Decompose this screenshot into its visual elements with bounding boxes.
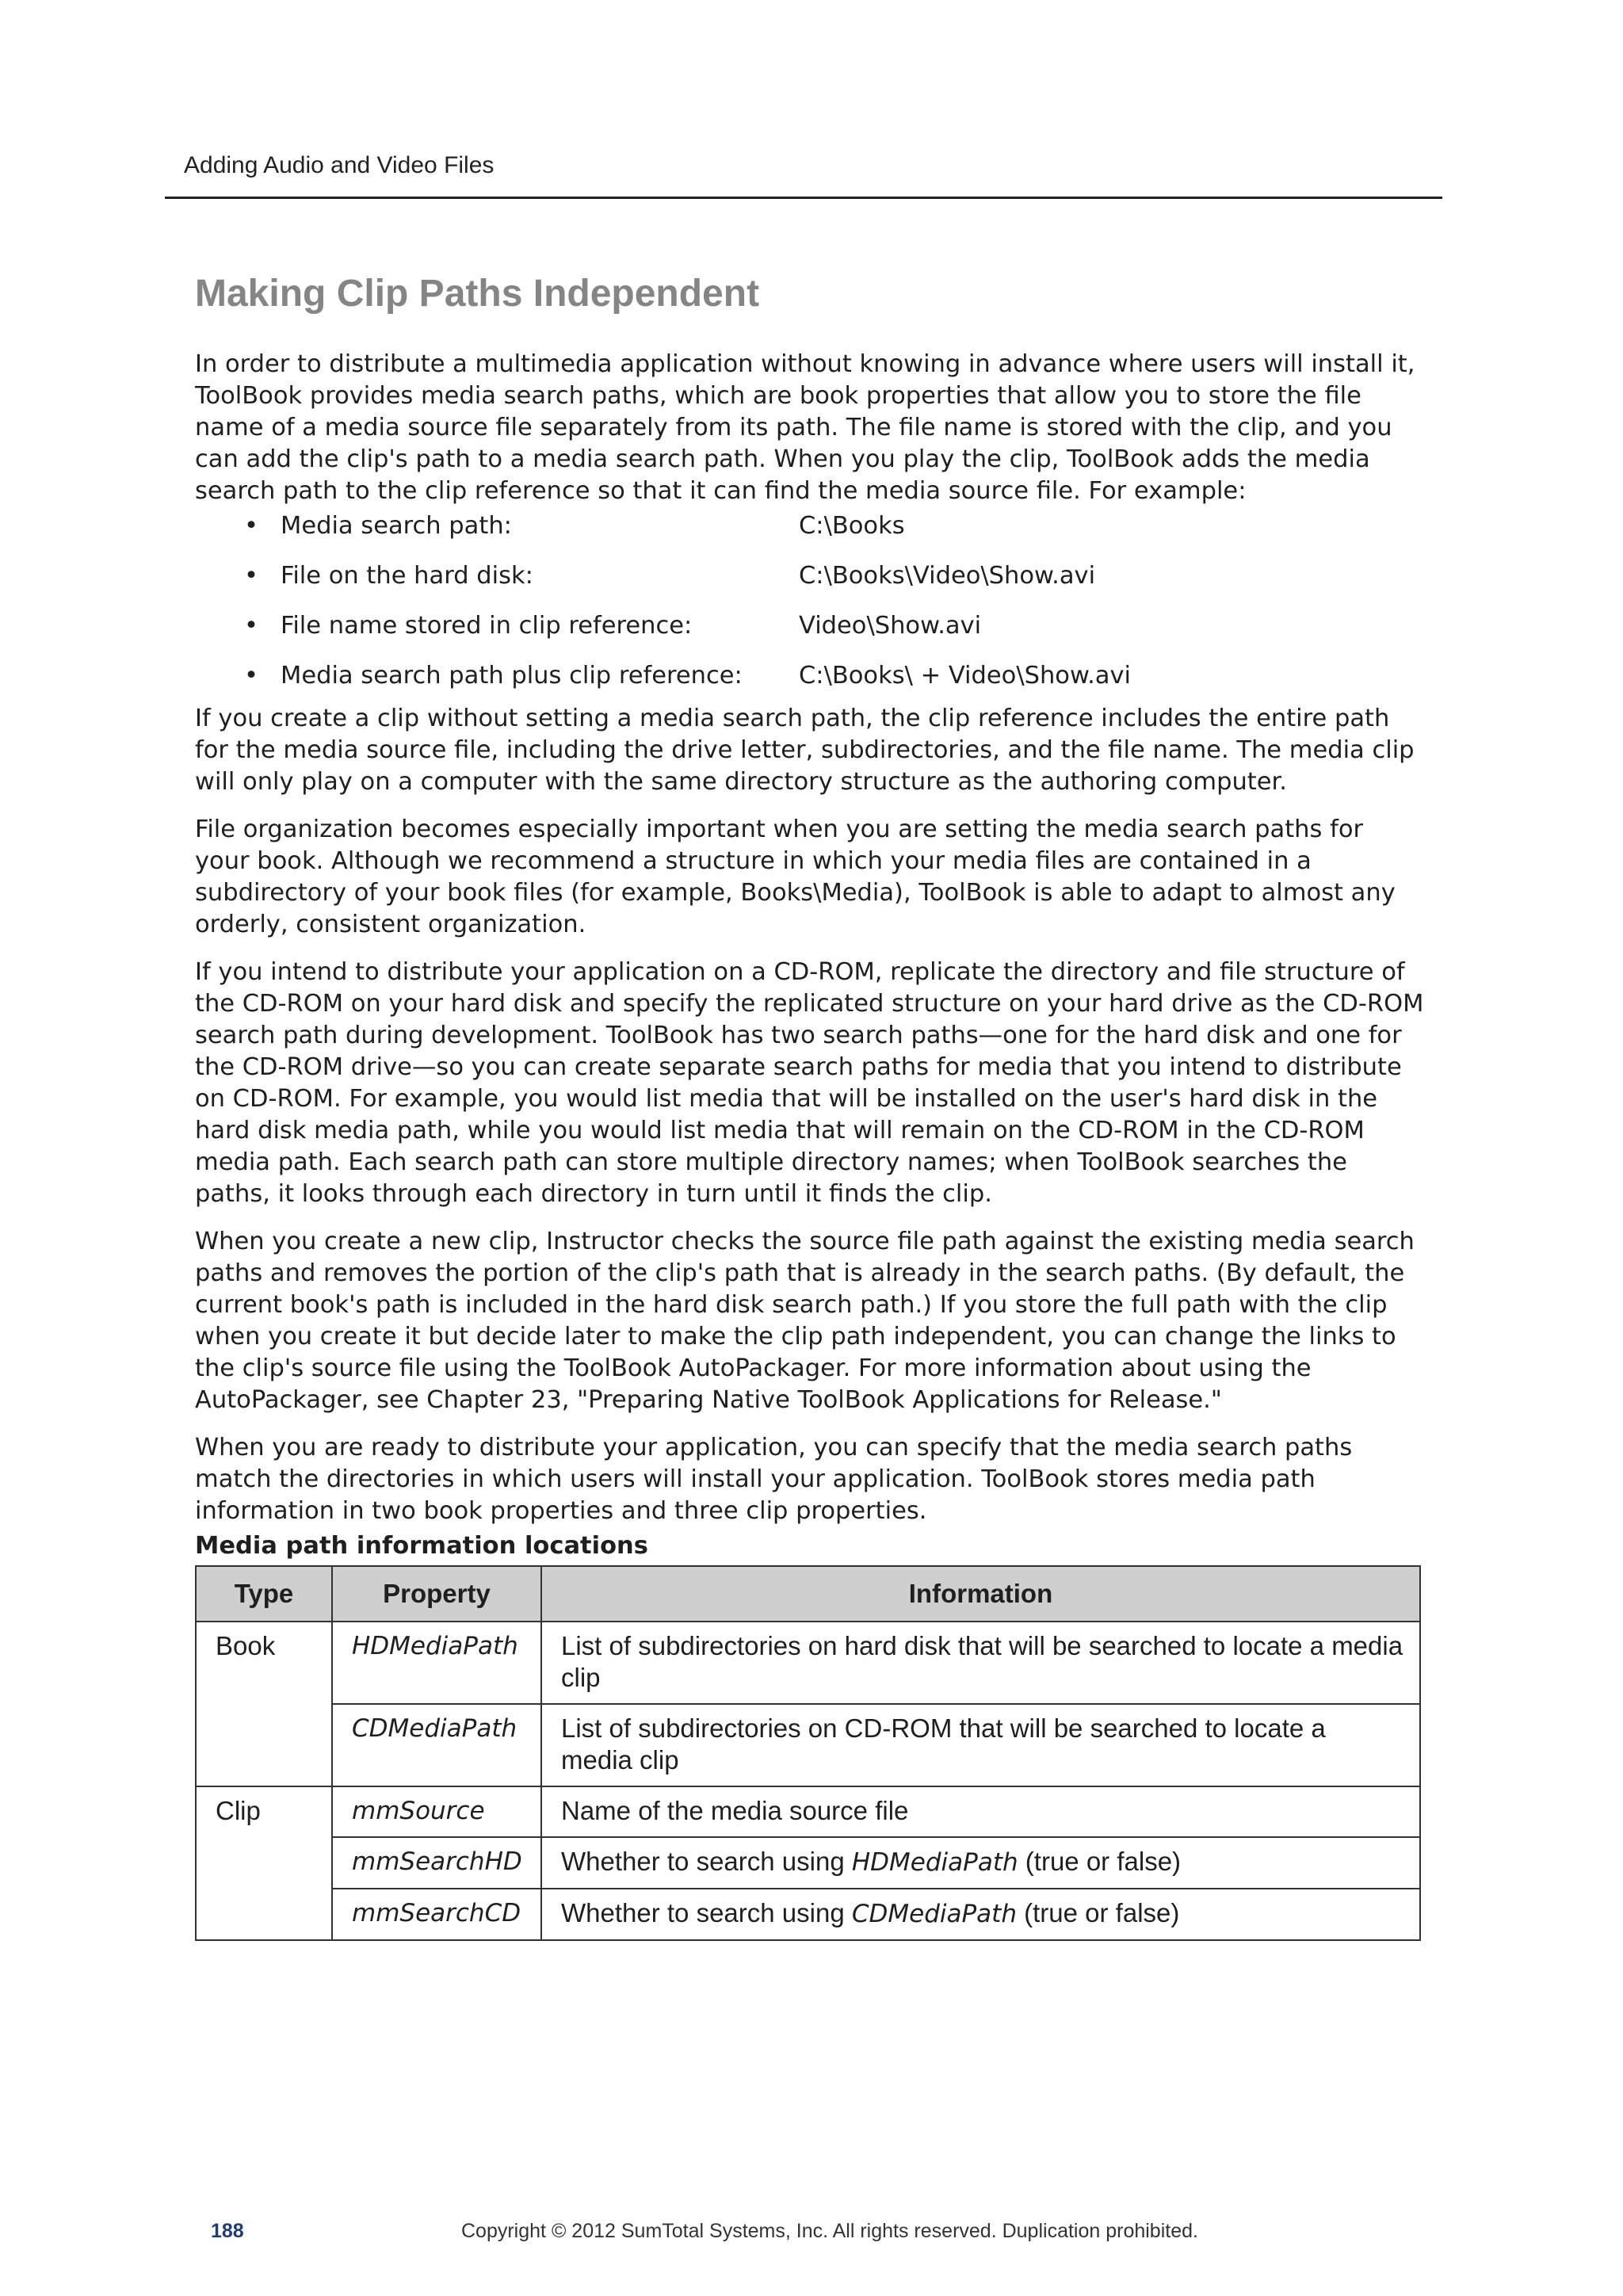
page-number: 188 <box>211 2220 244 2242</box>
table-row <box>196 1889 1420 1940</box>
property-cell: HDMediaPath <box>332 1622 541 1704</box>
body-paragraph: File organization becomes especially important when you are setting the media search paths for your book. Although we recommend a structure in which your media files are contained in a subdirectory of your book files (for example, Books\Media), ToolBook is able to adapt to almost any orderly, consistent organization. <box>195 816 1396 938</box>
list-item <box>195 610 1425 642</box>
body-paragraph: When you are ready to distribute your application, you can specify that the media search paths match the directories in which users will install your application. ToolBook stores media path information in two book properties and three clip properties. <box>195 1434 1353 1525</box>
example-list <box>195 510 1425 692</box>
table-row <box>196 1786 1420 1837</box>
table-caption: Media path information locations <box>195 1532 648 1560</box>
body-paragraph: When you create a new clip, Instructor checks the source file path against the existing media search paths and removes the portion of the clip's path that is already in the search paths. (By default, the current book's path is included in the hard disk search path.) If you store the full path with the clip when you create it but decide later to make the clip path independent, you can change the links to the clip's source file using the ToolBook AutoPackager. For more information about using the AutoPackager, see Chapter 23, "Preparing Native ToolBook Applications for Release." <box>195 1228 1415 1414</box>
information-cell <box>541 1889 1420 1940</box>
media-path-table <box>195 1565 1421 1941</box>
information-cell <box>541 1837 1420 1889</box>
bullet-icon: • <box>244 662 258 690</box>
list-item-label: Media search path plus clip reference: <box>281 662 743 690</box>
information-cell: List of subdirectories on hard disk that will be searched to locate a media clip <box>541 1622 1420 1704</box>
information-text: (true or false) <box>1018 1847 1182 1876</box>
bullet-icon: • <box>244 512 258 540</box>
table-row <box>196 1837 1420 1889</box>
page-title: Making Clip Paths Independent <box>195 273 760 315</box>
information-cell: List of subdirectories on CD-ROM that will be searched to locate a media clip <box>541 1704 1420 1786</box>
information-text: Whether to search using <box>561 1898 852 1927</box>
header-divider <box>165 197 1442 199</box>
table-row <box>196 1704 1420 1786</box>
list-item <box>195 660 1425 692</box>
type-cell: Clip <box>196 1786 332 1940</box>
table-header-row <box>196 1566 1420 1622</box>
property-cell: mmSource <box>332 1786 541 1837</box>
information-text: Whether to search using <box>561 1847 852 1876</box>
column-header-type: Type <box>196 1566 332 1622</box>
column-header-information: Information <box>541 1566 1420 1622</box>
type-cell: Book <box>196 1622 332 1786</box>
property-reference: HDMediaPath <box>851 1848 1018 1877</box>
list-item-label: File name stored in clip reference: <box>281 612 693 640</box>
column-header-property: Property <box>332 1566 541 1622</box>
bullet-icon: • <box>244 612 258 640</box>
bullet-icon: • <box>244 562 258 590</box>
list-item-value: C:\Books\ + Video\Show.avi <box>799 662 1132 690</box>
list-item-value: Video\Show.avi <box>799 612 982 640</box>
list-item-value: C:\Books <box>799 512 905 540</box>
property-cell: mmSearchHD <box>332 1837 541 1889</box>
list-item-label: File on the hard disk: <box>281 562 533 590</box>
main-content <box>195 349 1425 1941</box>
list-item-value: C:\Books\Video\Show.avi <box>799 562 1096 590</box>
running-header: Adding Audio and Video Files <box>184 152 495 178</box>
intro-paragraph: In order to distribute a multimedia application without knowing in advance where users will install it, ToolBook provides media search paths, which are book properties that allow you to store the file name of a media source file separately from its path. The file name is stored with the clip, and you can add the clip's path to a media search path. When you play the clip, ToolBook adds the media search path to the clip reference so that it can find the media source file. For example: <box>195 350 1415 505</box>
information-text: (true or false) <box>1016 1898 1180 1927</box>
list-item <box>195 560 1425 592</box>
property-cell: mmSearchCD <box>332 1889 541 1940</box>
copyright-notice: Copyright © 2012 SumTotal Systems, Inc. All rights reserved. Duplication prohibited. <box>461 2220 1198 2242</box>
list-item <box>195 510 1425 542</box>
property-reference: CDMediaPath <box>851 1900 1017 1928</box>
body-paragraph: If you create a clip without setting a media search path, the clip reference includes the entire path for the media source file, including the drive letter, subdirectories, and the file name. The media clip will only play on a computer with the same directory structure as the authoring computer. <box>195 705 1415 796</box>
body-paragraph: If you intend to distribute your application on a CD-ROM, replicate the directory and file structure of the CD-ROM on your hard disk and specify the replicated structure on your hard drive as the CD-ROM search path during development. ToolBook has two search paths—one for the hard disk and one for the CD-ROM drive—so you can create separate search paths for media that you intend to distribute on CD-ROM. For example, you would list media that will be installed on the user's hard disk in the hard disk media path, while you would list media that will remain on the CD-ROM in the CD-ROM media path. Each search path can store multiple directory names; when ToolBook searches the paths, it looks through each directory in turn until it finds the clip. <box>195 958 1424 1208</box>
information-cell: Name of the media source file <box>541 1786 1420 1837</box>
table-row <box>196 1622 1420 1704</box>
list-item-label: Media search path: <box>281 512 512 540</box>
property-cell: CDMediaPath <box>332 1704 541 1786</box>
